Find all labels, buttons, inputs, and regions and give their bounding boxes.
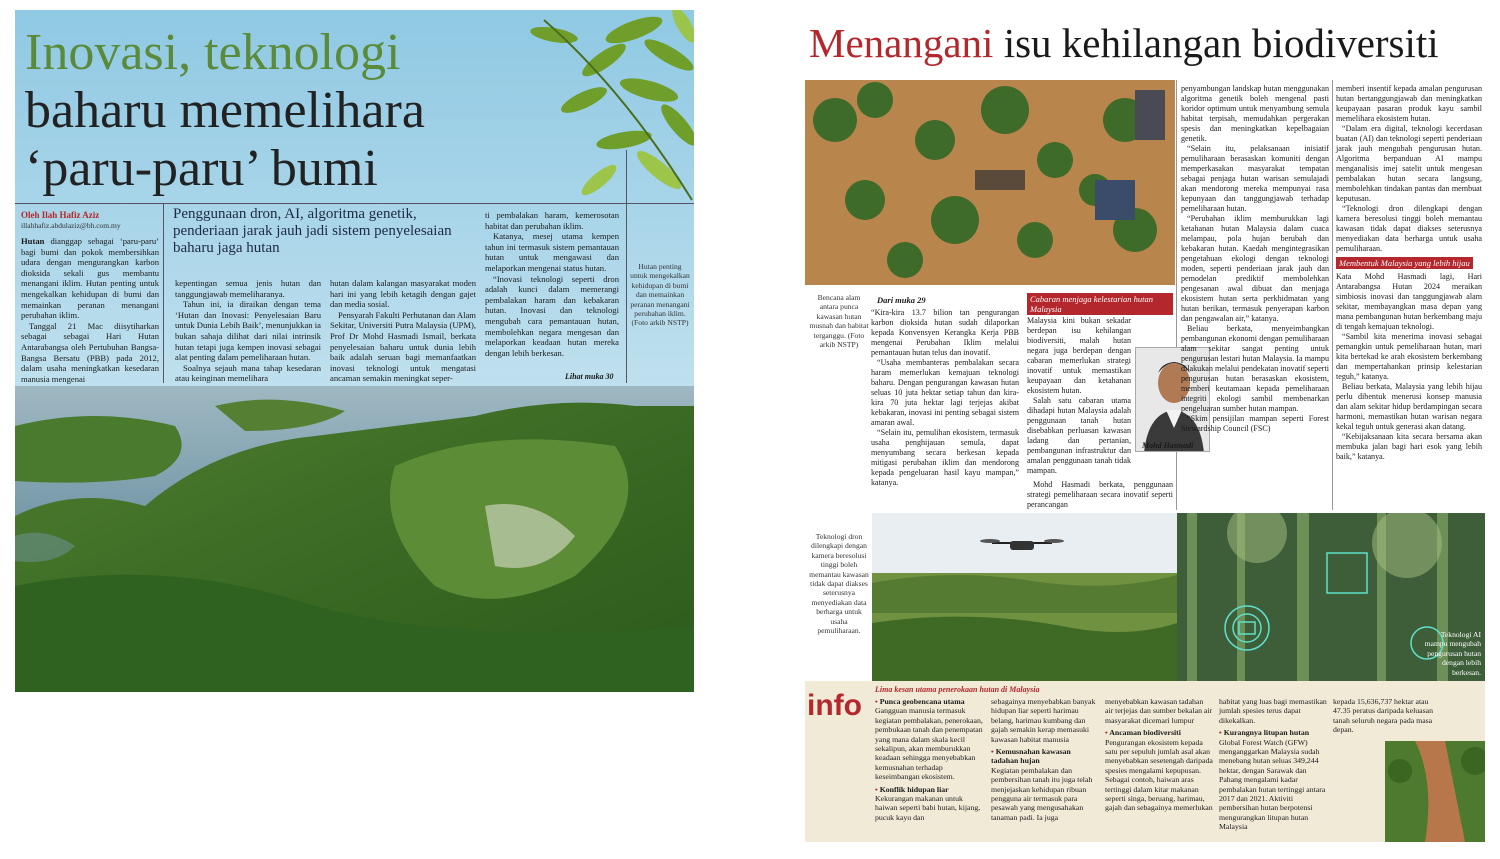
author-email: illahhafiz.abdulaziz@bh.com.my bbox=[21, 221, 121, 230]
column-4: ti pembalakan haram, kemerosotan habitat dan perubahan iklim. Katanya, mesej utama kempen tahun ini termasuk sistem pemantauan hutan untuk mengawasi dan melaporkan mengenai status hutan. “Inovasi teknologi seperti dron adalah kunci dalam memerangi pembalakan haram dan kebakaran hutan. Inovasi dan teknologi mengubah cara pemantauan hutan, membolehkan negara mengesan dan melaporkan keadaan hutan mereka dengan lebih berkesan. bbox=[485, 210, 619, 358]
divider bbox=[1332, 80, 1333, 510]
column-r2: Malaysia kini bukan sekadar berdepan isu kehilangan biodiversiti, malah hutan negara juga berdepan dengan cabaran memerlukan strategi inovatif untuk memastikan keupayaan dan ketahanan ekosistem hutan. Salah satu cabaran utama dihadapi hutan Malaysia adalah penggunaan tanah hutan disebabkan perluasan kawasan ladang dan pertanian, pembangunan infrastruktur dan amalan penggunaan tanah tidak mampan. bbox=[1027, 316, 1131, 475]
column-1: Hutan dianggap sebagai ‘paru-paru’ bagi bumi dan pokok membersihkan udara dengan mengurangkan karbon dioksida sekali gus membantu menangani iklim. Hutan penting untuk mengekalkan kehidupan di bumi dan memainkan peranan menangani perubahan iklim. Tanggal 21 Mac diisytiharkan sebagai sebagai Hari Hutan Antarabangsa oleh Pertubuhan Bangsa-Bangsa Bersatu (PBB) pada 2012, dalam usaha meningkatkan kesedaran manusia mengenai bbox=[21, 236, 159, 384]
drone-caption: Teknologi dron dilengkapi dengan kamera beresolusi tinggi boleh memantau kawasan tidak dapat diakses seterusnya menyediakan data berharga untuk usaha pemuliharaan. bbox=[809, 532, 869, 636]
left-page bbox=[15, 10, 694, 692]
info-col-5: kepada 15,636,737 hektar atau 47.35 peratus daripada keluasan tanah seluruh negara pada masa depan. bbox=[1333, 697, 1434, 735]
page-title: Menangani isu kehilangan biodiversiti bbox=[809, 20, 1439, 66]
landslide-photo bbox=[1385, 741, 1485, 842]
ai-caption: Teknologi AI mampu mengubah pengurusan hutan dengan lebih berkesan. bbox=[1424, 630, 1481, 677]
drone-icon bbox=[1010, 541, 1034, 550]
info-col-3: menyebabkan kawasan tadahan air terjejas dan sumber bekalan air masyarakat dicemari lumpur • Ancaman biodiversiti Pengurangan ekosistem kepada satu per sepuluh jumlah asal akan menyebabkan sesetengah daripada spesies mengalami kepupusan. Sebagai contoh, haiwan aras tertinggi dalam kitar makanan seperti singa, beruang, harimau, gajah dan sebagainya memerlukan bbox=[1105, 697, 1213, 813]
divider bbox=[626, 150, 627, 383]
column-r1: “Kira-kira 13.7 bilion tan pengurangan karbon dioksida hutan sudah dilaporkan kepada Konvensyen Kerangka Kerja PBB mengenai Perubahan Iklim melalui pemantauan hutan telus dan inovatif. “Usaha membanteras pembalakan secara haram memerlukan kemajuan teknologi baharu. Dengan pengurangan kawasan hutan seluas 10 juta hektar setiap tahun dan kira-kira 70 juta hektar lagi terjejas akibat kebakaran, inovasi ini penting sebagai sistem amaran awal. “Selain itu, pemulihan ekosistem, termasuk usaha penghijauan semula, dapat menyumbang secara berkesan kepada mitigasi perubahan iklim dan mendorong kepada pengeluaran hasil kayu mampan,” katanya. bbox=[871, 308, 1019, 487]
from-page[interactable]: Dari muka 29 bbox=[877, 295, 926, 305]
byline: Oleh Ilah Hafiz Aziz bbox=[21, 210, 100, 220]
column-3: hutan dalam kalangan masyarakat moden hari ini yang lebih ketagih dengan gajet dan media sosial. Pensyarah Fakulti Perhutanan dan Alam Sekitar, Universiti Putra Malaysia (UPM), Prof Dr Mohd Hasmadi Ismail, berkata penyelesaian baharu untuk dunia lebih baik adalah seruan bagi memanfaatkan inovasi teknologi untuk mengatasi ancaman semakin meningkat seper- bbox=[330, 278, 476, 384]
info-col-1: • Punca geobencana utama Gangguan manusia termasuk kegiatan pembalakan, penerokaan, pembukaan tanah dan penempatan yang mana dalam skala kecil sekalipun, akan memburukkan keadaan sehingga menyebabkan kemusnahan terhadap keseimbangan ekosistem. • Konflik hidupan liar Kekurangan makanan untuk haiwan seperti babi hutan, kijang, pucuk kayu dan bbox=[875, 697, 983, 822]
column-r3: penyambungan landskap hutan menggunakan algoritma genetik boleh mengenal pasti koridor optimum untuk menyambung semula habitat terpisah, memudahkan pergerakan spesis dan meningkatkan kepelbagaian genetik. “Selain itu, pelaksanaan inisiatif pemuliharaan berasaskan komuniti dengan memperkasakan masyarakat tempatan sebagai penjaga hutan warisan semulajadi akan mendorong mereka mempunyai rasa kepunyaan dan tanggungjawab terhadap pemeliharaan hutan. “Perubahan iklim memburukkan lagi ketahanan hutan Malaysia dalam cuaca melampau, pola hujan berubah dan kebakaran hutan. Kaedah mengintegrasikan pengetahuan ekologi dengan teknologi moden, seperti penderiaan jarak jauh dan pemodelan prediktif membolehkan pengesanan awal dibuat dan menjaga ekosistem hutan serta perkhidmatan yang hutan berikan, termasuk penyerapan karbon dan pengawalan air,” katanya. Beliau berkata, menyeimbangkan pembangunan ekonomi dengan pemuliharaan alam sekitar sangat penting untuk pengurusan lestari hutan Malaysia. Ia mampu dilakukan melalui pendekatan inovatif seperti pengurusan hutan berasaskan ekosistem, memberi keutamaan kepada pemeliharaan integriti ekologi sambil membenarkan pengeluaran sumber hutan mampan. “Skim pensijilan mampan seperti Forest Stewardship Council (FSC) bbox=[1181, 84, 1329, 433]
info-title: Lima kesan utama penerokaan hutan di Malaysia bbox=[875, 685, 1040, 694]
section-heading: Cabaran menjaga kelestarian hutan Malaysia bbox=[1027, 293, 1173, 315]
headline-line-1: Inovasi, teknologi bbox=[25, 24, 401, 81]
deck: Penggunaan dron, AI, algoritma genetik, penderiaan jarak jauh jadi sistem penyelesaian baharu jaga hutan bbox=[173, 206, 452, 256]
column-2: kepentingan semua jenis hutan dan tanggungjawab memeliharanya. Tahun ini, ia diraikan dengan tema ‘Hutan dan Inovasi: Penyelesaian Baru untuk Dunia Lebih Baik’, menunjukkan ia bukan sahaja dilihat dari nilai intrinsik hutan tetapi juga kempen inovasi sebagai alat penting dalam pemeliharaan hutan. Soalnya sejauh mana tahap kesedaran atau keinginan memelihara bbox=[175, 278, 321, 384]
column-r4: memberi insentif kepada amalan pengurusan hutan bertanggungjawab dan meningkatkan keupayaan pasaran produk kayu sambil memelihara ekosistem hutan. “Dalam era digital, teknologi kecerdasan buatan (AI) dan teknologi seperti penderiaan jarak jauh mengubah pengurusan hutan. Algoritma berpanduan AI mampu menganalisis imej satelit untuk mengesan pembalakan hutan secara langsung, membolehkan tindakan pantas dan membuat keputusan. “Teknologi dron dilengkapi dengan kamera beresolusi tinggi boleh memantau kawasan tidak dapat diakses seterusnya menyediakan data berharga untuk usaha pemuliharaan. Membentuk Malaysia yang lebih hijau Kata Mohd Hasmadi lagi, Hari Antarabangsa Hutan 2024 meraikan simbiosis inovasi dan tanggungjawab alam sekitar, membayangkan masa depan yang mana pembangunan hutan berkembang maju di tengah kemajuan teknologi. “Sambil kita menerima inovasi sebagai pemangkin untuk pemeliharaan hutan, mari kita bertekad ke arah ekosistem berkembang dan mempertahankan prinsip kelestarian teguh,” katanya. Beliau berkata, Malaysia yang lebih hijau perlu dibentuk menerusi konsep manusia dan alam sekitar hidup berdampingan secara harmoni, memastikan hutan warisan negara kekal teguh untuk generasi akan datang. “Kebijaksanaan kita secara bersama akan membuka jalan bagi hari esok yang lebih baik,” katanya. bbox=[1336, 84, 1482, 461]
leaves-graphic bbox=[434, 10, 694, 210]
portrait-name: Mohd Hasmadi bbox=[1142, 441, 1194, 450]
right-page bbox=[805, 10, 1485, 842]
drone-photo bbox=[872, 513, 1177, 681]
info-col-4: habitat yang luas bagi memastikan jumlah spesies terus dapat dikekalkan. • Kurangnya litupan hutan Global Forest Watch (GFW) menganggarkan Malaysia sudah menebang hutan seluas 349,244 hektar, dengan Sarawak dan Pahang mengalami kadar pembalakan hutan tertinggi antara 2017 dan 2021. Aktiviti pembersihan hutan berpotensi mengurangkan litupan hutan Malaysia bbox=[1219, 697, 1327, 832]
divider bbox=[15, 203, 694, 204]
headline-line-2: baharu memelihara bbox=[25, 82, 425, 139]
divider bbox=[163, 203, 164, 383]
flood-caption: Bencana alam antara punca kawasan hutan musnah dan habitat terganggu. (Foto arkib NSTP) bbox=[809, 293, 869, 350]
section-box bbox=[1027, 293, 1173, 317]
flood-photo bbox=[805, 80, 1175, 285]
photo-caption: Hutan penting untuk mengekalkan kehidupan di bumi dan memainkan peranan menangani perubahan iklim. (Foto arkib NSTP) bbox=[630, 262, 690, 328]
info-col-2: sebagainya menyebabkan banyak hidupan liar seperti harimau belang, harimau kumbang dan gajah semakin kerap memasuki kawasan habitat manusia • Kemusnahan kawasan tadahan hujan Kegiatan pembalakan dan pembersihan tanah itu juga telah menjejaskan kehidupan ribuan pengguna air termasuk para pesawah yang mengusahakan tanaman padi. Ia juga bbox=[991, 697, 1096, 822]
continue-link[interactable]: Lihat muka 30 bbox=[565, 372, 614, 381]
headline-line-3: ‘paru-paru’ bumi bbox=[25, 140, 378, 197]
forest-lake-photo bbox=[15, 386, 694, 692]
section-heading-2: Membentuk Malaysia yang lebih hijau bbox=[1336, 257, 1473, 269]
info-box bbox=[805, 681, 1485, 842]
info-label: info bbox=[807, 689, 862, 722]
column-r2b: Mohd Hasmadi berkata, penggunaan strategi pemeliharaan secara inovatif seperti perancangan bbox=[1027, 480, 1173, 509]
